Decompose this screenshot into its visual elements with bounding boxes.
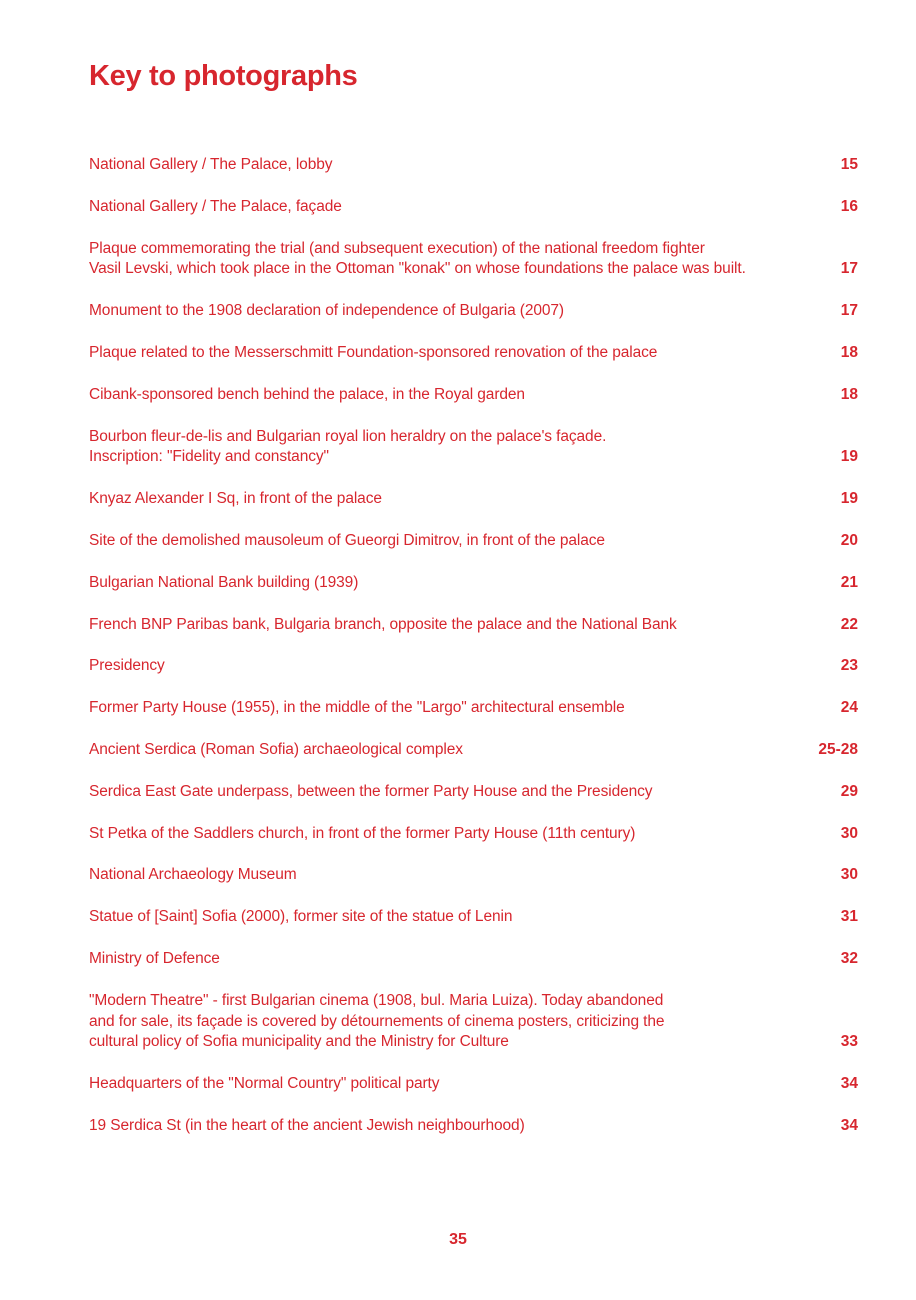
photo-caption: 19 Serdica St (in the heart of the ancient Jewish neighbourhood) — [89, 1116, 525, 1134]
photo-key-entry — [89, 427, 858, 469]
photo-page-ref: 19 — [840, 448, 858, 466]
photo-caption: St Petka of the Saddlers church, in front of the former Party House (11th century) — [89, 824, 636, 842]
photo-key-entry — [89, 991, 858, 1053]
photo-caption: Presidency — [89, 657, 165, 675]
photo-page-ref: 21 — [840, 573, 858, 591]
photo-page-ref: 30 — [840, 824, 858, 842]
photo-key-entry — [89, 656, 858, 677]
photo-page-ref: 23 — [840, 657, 858, 675]
photo-page-ref: 29 — [840, 782, 858, 800]
photo-page-ref: 33 — [840, 1033, 858, 1051]
photo-key-entry — [89, 239, 858, 281]
photo-page-ref: 34 — [840, 1075, 858, 1093]
photo-caption: Plaque commemorating the trial (and subsequent execution) of the national freedom fighter Vasil Levski, which took place in the Ottoman "konak" on whose foundations the palace was built. — [89, 239, 746, 278]
photo-page-ref: 17 — [840, 302, 858, 320]
photo-caption: Headquarters of the "Normal Country" political party — [89, 1075, 440, 1093]
photo-page-ref: 32 — [840, 949, 858, 967]
photo-caption: Site of the demolished mausoleum of Gueorgi Dimitrov, in front of the palace — [89, 531, 605, 549]
photo-key-entry — [89, 489, 858, 510]
photo-caption: Knyaz Alexander I Sq, in front of the palace — [89, 490, 382, 508]
photo-key-entry — [89, 740, 858, 761]
photo-key-list — [89, 155, 858, 1158]
photo-key-entry — [89, 531, 858, 552]
photo-page-ref: 34 — [840, 1116, 858, 1134]
photo-page-ref: 15 — [840, 156, 858, 173]
photo-key-entry — [89, 343, 858, 364]
photo-key-entry — [89, 573, 858, 594]
photo-key-entry — [89, 155, 858, 176]
photo-page-ref: 30 — [840, 866, 858, 884]
photo-key-entry — [89, 949, 858, 970]
photo-caption: National Gallery / The Palace, lobby — [89, 156, 333, 173]
photo-caption: Statue of [Saint] Sofia (2000), former site of the statue of Lenin — [89, 908, 513, 926]
page-title: Key to photographs — [89, 60, 358, 92]
photo-caption: Cibank-sponsored bench behind the palace, in the Royal garden — [89, 385, 525, 403]
photo-caption: Former Party House (1955), in the middle of the "Largo" architectural ensemble — [89, 699, 625, 717]
photo-key-entry — [89, 865, 858, 886]
photo-caption: Serdica East Gate underpass, between the former Party House and the Presidency — [89, 782, 653, 800]
photo-page-ref: 22 — [840, 615, 858, 633]
photo-caption: "Modern Theatre" - first Bulgarian cinema (1908, bul. Maria Luiza). Today abandoned and for sale, its façade is covered by détournements of cinema posters, criticizing the cultural policy of Sofia municipality and the Ministry for Culture — [89, 991, 665, 1051]
photo-caption: Ancient Serdica (Roman Sofia) archaeological complex — [89, 740, 463, 758]
photo-caption: National Gallery / The Palace, façade — [89, 197, 342, 215]
photo-page-ref: 25-28 — [818, 740, 858, 758]
page-number: 35 — [449, 1231, 467, 1248]
photo-caption: National Archaeology Museum — [89, 866, 297, 884]
photo-key-entry — [89, 907, 858, 928]
photo-page-ref: 31 — [840, 908, 858, 926]
photo-page-ref: 19 — [840, 490, 858, 508]
photo-key-entry — [89, 615, 858, 636]
photo-caption: Plaque related to the Messerschmitt Foundation-sponsored renovation of the palace — [89, 343, 658, 361]
photo-page-ref: 20 — [840, 531, 858, 549]
photo-key-entry — [89, 698, 858, 719]
photo-page-ref: 16 — [840, 197, 858, 215]
photo-page-ref: 17 — [840, 260, 858, 278]
photo-page-ref: 18 — [840, 385, 858, 403]
photo-key-entry — [89, 197, 858, 218]
photo-key-entry — [89, 385, 858, 406]
photo-key-entry — [89, 301, 858, 322]
photo-caption: Bulgarian National Bank building (1939) — [89, 573, 359, 591]
photo-caption: Ministry of Defence — [89, 949, 220, 967]
photo-key-entry — [89, 1116, 858, 1137]
photo-key-entry — [89, 824, 858, 845]
photo-caption: Bourbon fleur-de-lis and Bulgarian royal lion heraldry on the palace's façade. Inscription: "Fidelity and constancy" — [89, 427, 607, 466]
photo-page-ref: 18 — [840, 343, 858, 361]
photo-caption: Monument to the 1908 declaration of independence of Bulgaria (2007) — [89, 302, 564, 320]
photo-key-entry — [89, 1074, 858, 1095]
photo-key-entry — [89, 782, 858, 803]
photo-caption: French BNP Paribas bank, Bulgaria branch, opposite the palace and the National Bank — [89, 615, 677, 633]
photo-page-ref: 24 — [840, 699, 858, 717]
